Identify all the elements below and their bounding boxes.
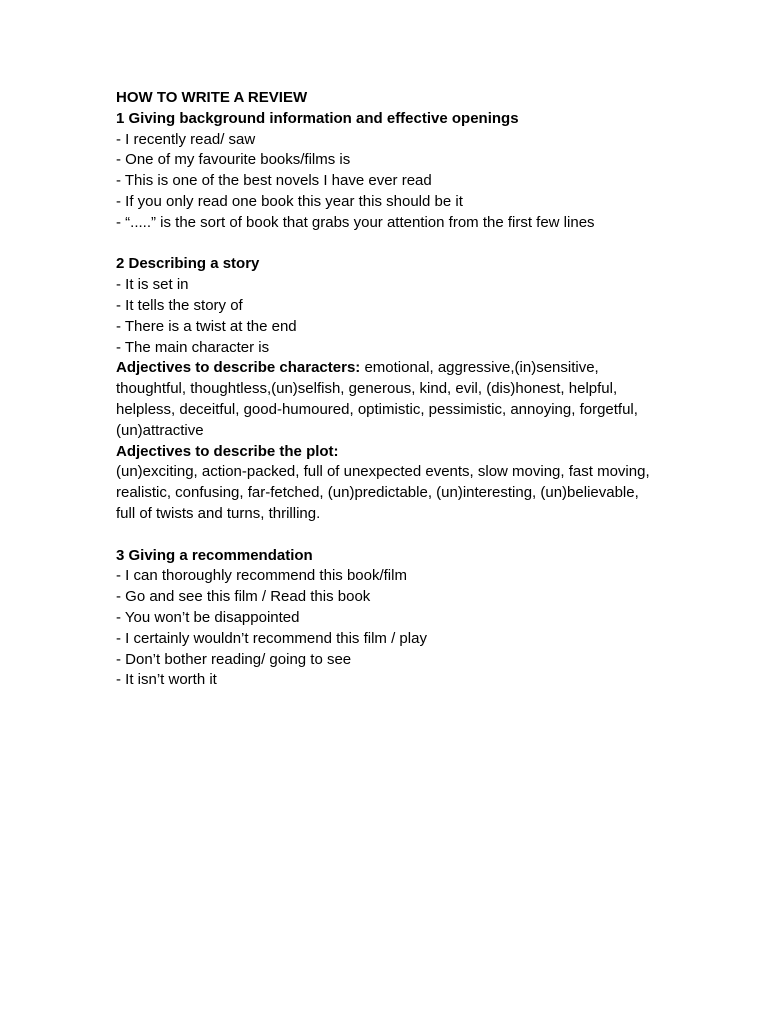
characters-adjectives-text: emotional, aggressive,(in)sensitive, thoughtful, thoughtless,(un)selfish, generous, kind, evil, (dis)honest, helpful, helpless, deceitful, good-humoured, optimistic, pessimistic, annoying, forgetful, (un)attractive [116, 359, 638, 439]
plot-adjectives-text: (un)exciting, action-packed, full of unexpected events, slow moving, fast moving, realistic, confusing, far-fetched, (un)predictable, (un)interesting, (un)believable, full of twists and turns, thrilling. [116, 463, 650, 522]
paragraph-gap [116, 234, 716, 255]
list-item: - One of my favourite books/films is [116, 151, 351, 169]
section-heading-background: 1 Giving background information and effective openings [116, 109, 519, 127]
list-item: - It isn’t worth it [116, 671, 217, 689]
paragraph-gap [116, 525, 716, 546]
list-item: - There is a twist at the end [116, 317, 297, 335]
document-title: HOW TO WRITE A REVIEW [116, 89, 308, 106]
list-item: - I can thoroughly recommend this book/film [116, 567, 407, 585]
section-heading-story: 2 Describing a story [116, 255, 260, 273]
list-item: - “.....” is the sort of book that grabs your attention from the first few lines [116, 213, 595, 231]
characters-adjectives-label: Adjectives to describe characters: [116, 359, 361, 377]
list-item: - Don’t bother reading/ going to see [116, 650, 352, 668]
characters-adjectives-paragraph [116, 358, 656, 441]
list-item: - The main character is [116, 338, 270, 356]
list-item: - It is set in [116, 276, 189, 294]
section-heading-recommendation: 3 Giving a recommendation [116, 546, 313, 564]
list-item: - It tells the story of [116, 296, 243, 314]
plot-adjectives-label: Adjectives to describe the plot: [116, 442, 339, 460]
list-item: - I certainly wouldn’t recommend this film / play [116, 629, 427, 647]
list-item: - If you only read one book this year this should be it [116, 192, 463, 210]
list-item: - I recently read/ saw [116, 130, 256, 148]
document-page [116, 88, 716, 691]
list-item: - You won’t be disappointed [116, 608, 300, 626]
list-item: - This is one of the best novels I have ever read [116, 172, 432, 190]
list-item: - Go and see this film / Read this book [116, 588, 371, 606]
